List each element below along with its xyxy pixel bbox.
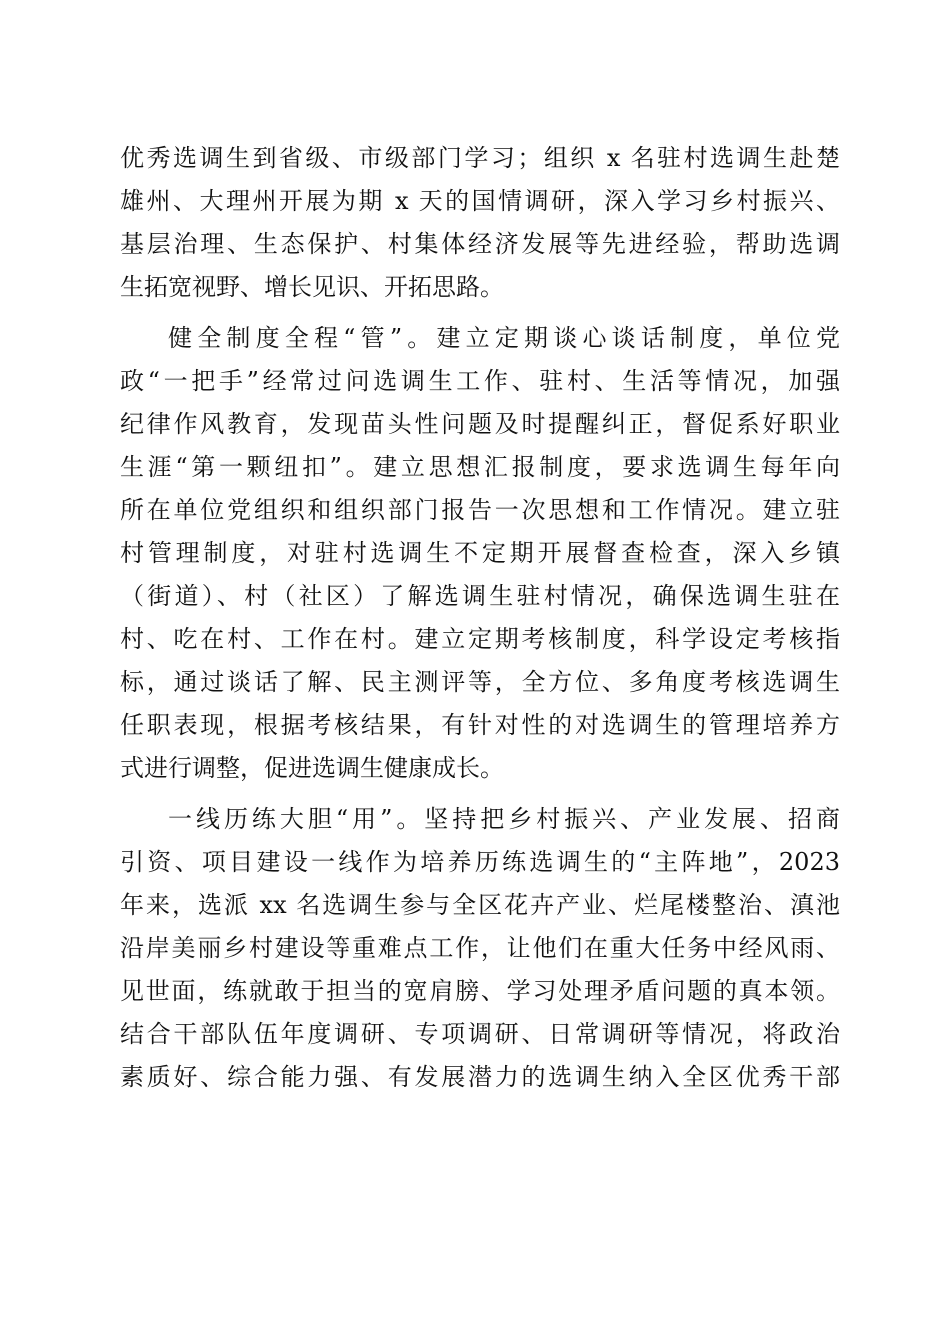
text-line: 任职表现，根据考核结果，有针对性的对选调生的管理培养方 [120,711,840,739]
paragraph-1 [120,137,840,309]
text-line: 政“一把手”经常过问选调生工作、驻村、生活等情况，加强 [120,367,840,395]
text-line: 见世面，练就敢于担当的宽肩膀、学习处理矛盾问题的真本领。 [120,977,840,1005]
text-line: 年来，选派 xx 名选调生参与全区花卉产业、烂尾楼整治、滇池 [120,891,840,919]
document-body [120,137,840,1099]
text-line: 引资、项目建设一线作为培养历练选调生的“主阵地”，2023 [120,848,840,876]
text-line: 基层治理、生态保护、村集体经济发展等先进经验，帮助选调 [120,230,840,258]
paragraph-gap [120,309,840,317]
text-line: 结合干部队伍年度调研、专项调研、日常调研等情况，将政治 [120,1020,840,1048]
text-line: 素质好、综合能力强、有发展潜力的选调生纳入全区优秀干部 [120,1063,840,1091]
text-line: 一线历练大胆“用”。坚持把乡村振兴、产业发展、招商 [168,805,840,833]
paragraph-2 [120,317,840,790]
text-line: 村、吃在村、工作在村。建立定期考核制度，科学设定考核指 [120,625,840,653]
text-line: 生涯“第一颗纽扣”。建立思想汇报制度，要求选调生每年向 [120,453,840,481]
text-line: 村管理制度，对驻村选调生不定期开展督查检查，深入乡镇 [120,539,840,567]
text-line: 健全制度全程“管”。建立定期谈心谈话制度，单位党 [168,324,840,352]
text-line: 雄州、大理州开展为期 x 天的国情调研，深入学习乡村振兴、 [120,187,840,215]
text-line: 优秀选调生到省级、市级部门学习；组织 x 名驻村选调生赴楚 [120,144,840,172]
text-line: （街道）、村（社区）了解选调生驻村情况，确保选调生驻在 [120,582,840,610]
text-line: 式进行调整，促进选调生健康成长。 [120,754,504,782]
paragraph-gap [120,790,840,798]
text-line: 标，通过谈话了解、民主测评等，全方位、多角度考核选调生 [120,668,840,696]
paragraph-3 [120,798,840,1099]
text-line: 生拓宽视野、增长见识、开拓思路。 [120,273,504,301]
text-line: 沿岸美丽乡村建设等重难点工作，让他们在重大任务中经风雨、 [120,934,840,962]
text-line: 所在单位党组织和组织部门报告一次思想和工作情况。建立驻 [120,496,840,524]
text-line: 纪律作风教育，发现苗头性问题及时提醒纠正，督促系好职业 [120,410,840,438]
